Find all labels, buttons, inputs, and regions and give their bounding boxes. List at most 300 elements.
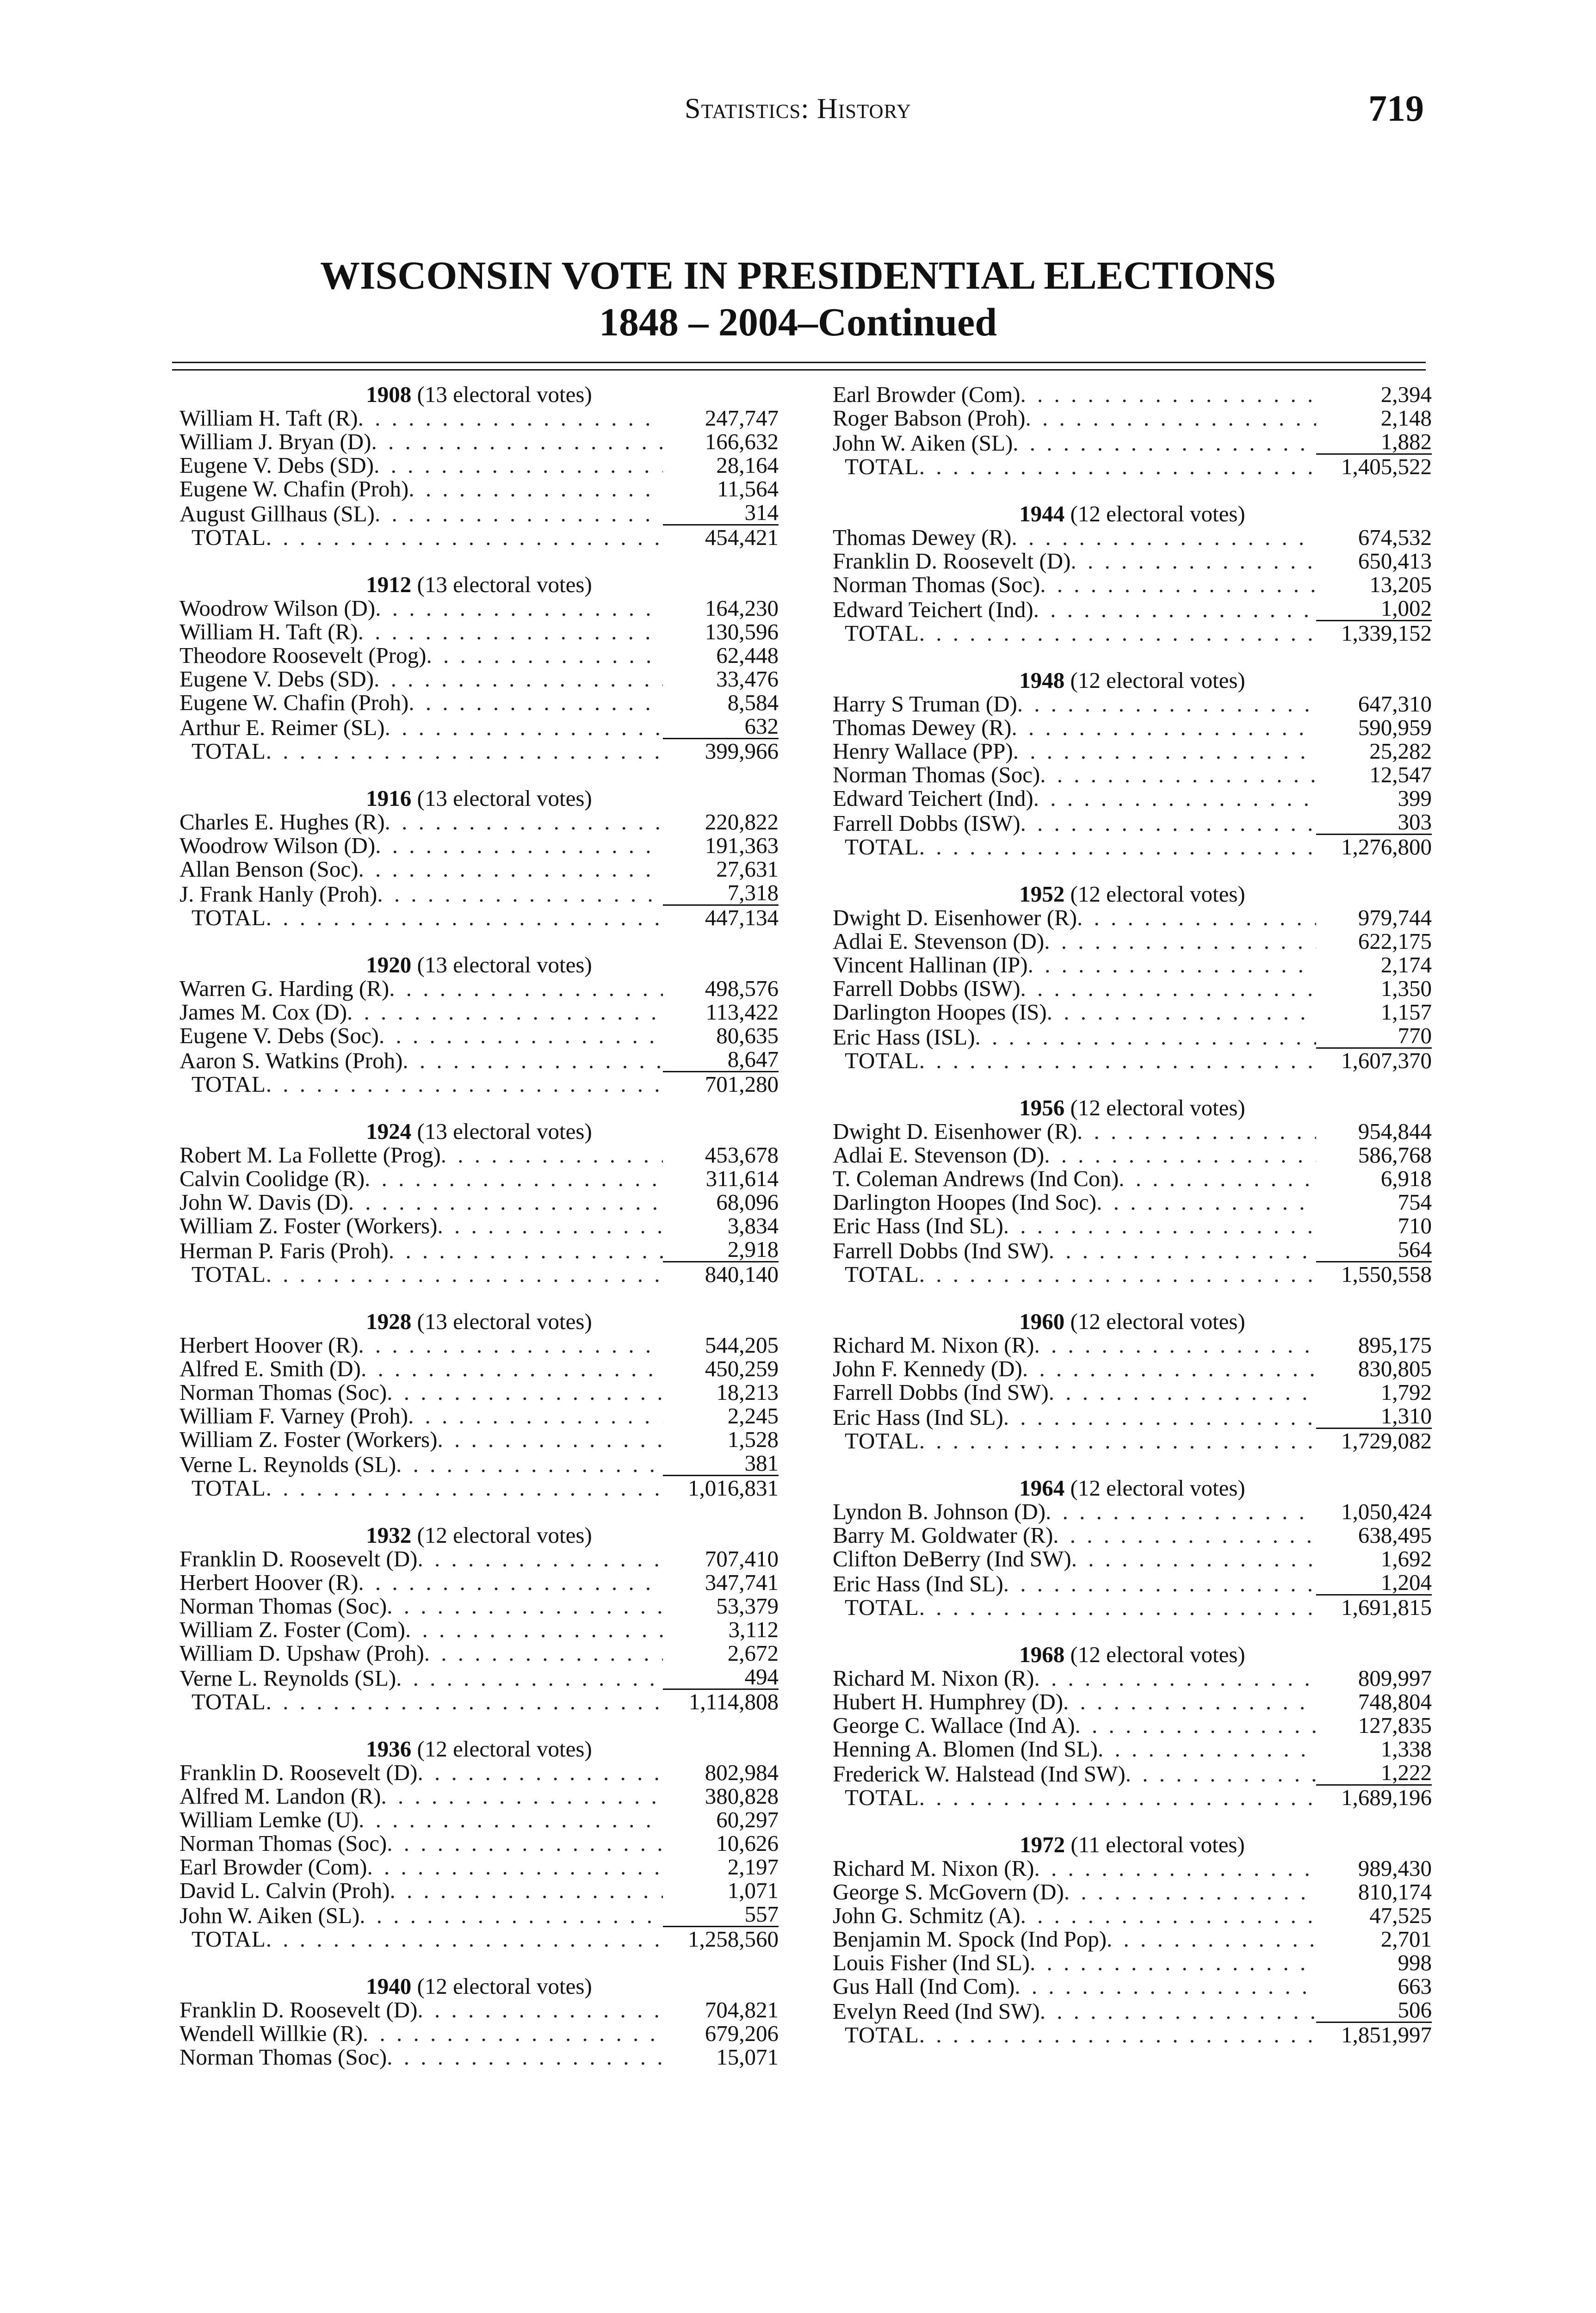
leader-dots <box>375 502 663 526</box>
candidate-name: Lyndon B. Johnson (D) <box>833 1499 1046 1524</box>
leader-dots <box>385 810 663 834</box>
leader-dots <box>377 882 663 906</box>
candidate-name: Eric Hass (Ind SL) <box>833 1571 1003 1596</box>
election-year: 1968 <box>1019 1642 1065 1667</box>
leader-dots <box>1044 929 1316 953</box>
candidate-name: George C. Wallace (Ind A) <box>833 1713 1075 1738</box>
candidate-votes: 564 <box>1316 1237 1432 1262</box>
leader-dots <box>919 2023 1316 2047</box>
leader-dots <box>396 1453 663 1476</box>
candidate-row <box>179 1761 779 1784</box>
candidate-row <box>833 1761 1432 1786</box>
total-votes: 1,339,152 <box>1341 620 1432 646</box>
electoral-votes: (12 electoral votes) <box>1070 501 1245 526</box>
candidate-row <box>179 1641 779 1665</box>
candidate-name: Eric Hass (Ind SL) <box>833 1404 1003 1430</box>
candidate-row <box>833 1571 1432 1596</box>
electoral-votes: (13 electoral votes) <box>417 1309 592 1334</box>
total-label: TOTAL <box>192 905 266 930</box>
candidate-votes: 2,197 <box>727 1854 779 1880</box>
election-block <box>833 1833 1432 2047</box>
candidate-row <box>833 1357 1432 1380</box>
leader-dots <box>348 1190 663 1214</box>
candidate-row <box>833 1143 1432 1167</box>
candidate-row <box>179 1998 779 2022</box>
total-label: TOTAL <box>845 1595 919 1620</box>
candidate-row <box>179 1047 779 1072</box>
candidate-votes: 647,310 <box>1358 691 1432 717</box>
electoral-votes: (12 electoral votes) <box>1070 668 1245 693</box>
candidate-name: Hubert H. Humphrey (D) <box>833 1689 1064 1714</box>
total-votes: 1,729,082 <box>1341 1428 1432 1453</box>
candidate-row <box>833 1380 1432 1404</box>
candidate-votes: 895,175 <box>1358 1332 1432 1358</box>
total-votes: 1,114,808 <box>688 1689 779 1714</box>
candidate-row <box>833 763 1432 786</box>
candidate-row <box>179 1665 779 1690</box>
candidate-votes: 1,050,424 <box>1341 1499 1432 1524</box>
leader-dots <box>1034 1856 1317 1880</box>
total-label: TOTAL <box>192 525 266 550</box>
total-row <box>833 835 1432 859</box>
candidate-votes: 1,528 <box>727 1427 779 1452</box>
candidate-votes: 10,626 <box>716 1831 779 1856</box>
candidate-row <box>179 1902 779 1927</box>
leader-dots <box>374 667 663 691</box>
leader-dots <box>408 1404 663 1428</box>
total-label: TOTAL <box>845 1048 919 1073</box>
candidate-name: Farrell Dobbs (ISW) <box>833 976 1021 1001</box>
candidate-name: Vincent Hallinan (IP) <box>833 952 1028 977</box>
leader-dots <box>919 455 1316 478</box>
candidate-votes: 15,071 <box>716 2044 779 2070</box>
total-votes: 1,016,831 <box>688 1475 779 1501</box>
candidate-name: George S. McGovern (D) <box>833 1879 1064 1905</box>
candidate-row <box>833 1404 1432 1429</box>
candidate-row <box>833 1737 1432 1761</box>
election-block <box>833 882 1432 1072</box>
candidate-name: Verne L. Reynolds (SL) <box>179 1452 396 1477</box>
total-label: TOTAL <box>845 1785 919 1810</box>
candidate-name: Robert M. La Follette (Prog) <box>179 1142 441 1168</box>
total-votes: 1,405,522 <box>1341 454 1432 479</box>
leader-dots <box>919 835 1316 859</box>
candidate-votes: 13,205 <box>1369 572 1432 597</box>
candidate-name: Norman Thomas (Soc) <box>179 1379 387 1405</box>
candidate-row <box>179 596 779 620</box>
total-label: TOTAL <box>192 738 266 764</box>
leader-dots <box>361 1357 663 1380</box>
leader-dots <box>1011 716 1316 739</box>
candidate-row <box>179 1808 779 1831</box>
leader-dots <box>1045 1500 1316 1523</box>
total-votes: 840,140 <box>705 1262 779 1287</box>
candidate-votes: 113,422 <box>705 999 779 1025</box>
candidate-row <box>833 1880 1432 1904</box>
leader-dots <box>417 1761 663 1784</box>
candidate-votes: 220,822 <box>705 809 779 835</box>
candidate-votes: 2,394 <box>1380 382 1432 407</box>
candidate-votes: 586,768 <box>1358 1142 1432 1168</box>
election-block <box>179 786 779 929</box>
election-year-heading <box>179 1523 779 1547</box>
candidate-row <box>833 1927 1432 1951</box>
leader-dots <box>402 1049 663 1072</box>
leader-dots <box>363 2022 663 2045</box>
leader-dots <box>1013 431 1316 455</box>
candidate-votes: 1,882 <box>1316 430 1432 455</box>
election-year: 1912 <box>366 572 412 597</box>
candidate-name: Earl Browder (Com) <box>179 1854 367 1880</box>
candidate-name: Edward Teichert (Ind) <box>833 785 1033 811</box>
leader-dots <box>1070 549 1316 573</box>
leader-dots <box>1025 406 1316 430</box>
candidate-votes: 632 <box>663 714 779 739</box>
candidate-votes: 25,282 <box>1369 738 1432 764</box>
candidate-name: Louis Fisher (Ind SL) <box>833 1950 1030 1975</box>
candidate-row <box>179 430 779 453</box>
candidate-name: Eugene W. Chafin (Proh) <box>179 690 409 715</box>
electoral-votes: (13 electoral votes) <box>417 572 592 597</box>
total-row <box>179 1927 779 1951</box>
candidate-name: William Lemke (U) <box>179 1807 359 1832</box>
leader-dots <box>1013 739 1316 763</box>
election-year: 1952 <box>1019 881 1065 907</box>
leader-dots <box>387 1380 663 1404</box>
title-rule <box>172 362 1426 363</box>
right-column <box>833 383 1432 2070</box>
candidate-name: T. Coleman Andrews (Ind Con) <box>833 1166 1119 1191</box>
candidate-name: William D. Upshaw (Proh) <box>179 1640 424 1666</box>
election-year-heading <box>833 882 1432 906</box>
candidate-row <box>833 1500 1432 1523</box>
leader-dots <box>975 1025 1316 1049</box>
candidate-name: Norman Thomas (Soc) <box>833 572 1040 597</box>
candidate-name: Thomas Dewey (R) <box>833 715 1012 740</box>
election-year-heading <box>833 1310 1432 1333</box>
candidate-votes: 1,204 <box>1316 1571 1432 1596</box>
candidate-name: Clifton DeBerry (Ind SW) <box>833 1546 1071 1571</box>
candidate-name: Franklin D. Roosevelt (D) <box>833 548 1071 574</box>
leader-dots <box>358 406 663 430</box>
candidate-name: Warren G. Harding (R) <box>179 976 390 1001</box>
candidate-row <box>179 1000 779 1024</box>
leader-dots <box>408 691 663 714</box>
candidate-row <box>179 1357 779 1380</box>
candidate-votes: 2,174 <box>1380 952 1432 977</box>
candidate-votes: 622,175 <box>1358 928 1432 954</box>
candidate-votes: 830,805 <box>1358 1356 1432 1381</box>
candidate-name: William H. Taft (R) <box>179 405 358 431</box>
leader-dots <box>375 834 663 857</box>
candidate-row <box>833 1713 1432 1737</box>
candidate-votes: 954,844 <box>1358 1119 1432 1144</box>
leader-dots <box>441 1143 663 1167</box>
total-row <box>179 1072 779 1096</box>
election-block <box>179 1974 779 2069</box>
leader-dots <box>1017 692 1316 716</box>
leader-dots <box>417 1547 663 1571</box>
candidate-name: Richard M. Nixon (R) <box>833 1332 1034 1358</box>
total-label: TOTAL <box>192 1689 266 1714</box>
candidate-name: Darlington Hoopes (Ind Soc) <box>833 1189 1097 1215</box>
leader-dots <box>374 453 663 477</box>
leader-dots <box>1044 1143 1316 1167</box>
candidate-votes: 1,002 <box>1316 596 1432 621</box>
candidate-name: Verne L. Reynolds (SL) <box>179 1665 396 1691</box>
leader-dots <box>919 1049 1316 1072</box>
total-row <box>179 1690 779 1713</box>
leader-dots <box>266 1927 663 1951</box>
leader-dots <box>1047 1000 1316 1024</box>
electoral-votes: (12 electoral votes) <box>1070 881 1245 907</box>
candidate-name: Evelyn Reed (Ind SW) <box>833 1998 1040 2024</box>
leader-dots <box>1063 1690 1316 1713</box>
candidate-votes: 506 <box>1316 1998 1432 2023</box>
title-line-2: 1848 – 2004–Continued <box>599 300 997 345</box>
candidate-votes: 380,828 <box>705 1783 779 1809</box>
candidate-name: Eric Hass (ISL) <box>833 1024 975 1050</box>
candidate-votes: 47,525 <box>1369 1903 1432 1928</box>
total-votes: 399,966 <box>705 738 779 764</box>
candidate-row <box>833 953 1432 977</box>
title-line-1: WISCONSIN VOTE IN PRESIDENTIAL ELECTIONS <box>320 253 1276 297</box>
total-row <box>833 621 1432 645</box>
total-votes: 447,134 <box>705 905 779 930</box>
election-block <box>179 953 779 1096</box>
candidate-row <box>833 430 1432 455</box>
candidate-row <box>179 1428 779 1451</box>
leader-dots <box>437 1214 663 1237</box>
leader-dots <box>1064 1880 1316 1904</box>
candidate-row <box>179 1404 779 1428</box>
leader-dots <box>390 1879 663 1902</box>
election-block <box>179 1523 779 1713</box>
leader-dots <box>1021 383 1317 406</box>
candidate-votes: 127,835 <box>1358 1713 1432 1738</box>
candidate-row <box>833 1951 1432 1974</box>
candidate-votes: 1,338 <box>1380 1736 1432 1762</box>
candidate-votes: 62,448 <box>716 643 779 668</box>
candidate-votes: 544,205 <box>705 1332 779 1358</box>
election-year-heading <box>179 1737 779 1761</box>
leader-dots <box>1049 1239 1316 1262</box>
candidate-name: John F. Kennedy (D) <box>833 1356 1022 1381</box>
candidate-name: Dwight D. Eisenhower (R) <box>833 1119 1077 1144</box>
candidate-name: Farrell Dobbs (ISW) <box>833 810 1021 836</box>
total-row <box>179 739 779 763</box>
leader-dots <box>266 1690 663 1713</box>
electoral-votes: (12 electoral votes) <box>1070 1309 1245 1334</box>
leader-dots <box>1021 811 1316 835</box>
leader-dots <box>266 1262 663 1286</box>
candidate-row <box>179 1024 779 1047</box>
candidate-votes: 650,413 <box>1358 548 1432 574</box>
leader-dots <box>387 1831 663 1855</box>
leader-dots <box>1034 1333 1317 1357</box>
leader-dots <box>347 1000 663 1024</box>
election-year: 1964 <box>1019 1475 1065 1501</box>
candidate-row <box>179 1618 779 1641</box>
election-year-heading <box>179 573 779 596</box>
election-year: 1940 <box>366 1973 412 1999</box>
total-votes: 1,851,997 <box>1341 2022 1432 2047</box>
electoral-votes: (12 electoral votes) <box>417 1522 592 1548</box>
candidate-name: Wendell Willkie (R) <box>179 2021 363 2046</box>
candidate-row <box>833 692 1432 716</box>
candidate-row <box>179 1594 779 1618</box>
electoral-votes: (12 electoral votes) <box>1070 1475 1245 1501</box>
candidate-row <box>833 573 1432 596</box>
candidate-row <box>179 1167 779 1190</box>
total-label: TOTAL <box>192 1475 266 1501</box>
election-block <box>833 502 1432 645</box>
total-votes: 701,280 <box>705 1071 779 1097</box>
candidate-name: Woodrow Wilson (D) <box>179 833 376 858</box>
candidate-row <box>179 643 779 667</box>
candidate-name: Herbert Hoover (R) <box>179 1332 359 1358</box>
total-row <box>833 1429 1432 1453</box>
election-year: 1936 <box>366 1736 412 1762</box>
leader-dots <box>385 716 663 739</box>
candidate-row <box>833 406 1432 430</box>
candidate-name: William Z. Foster (Workers) <box>179 1213 438 1238</box>
candidate-name: Franklin D. Roosevelt (D) <box>179 1997 418 2022</box>
election-year: 1944 <box>1019 501 1065 526</box>
leader-dots <box>1011 526 1316 549</box>
candidate-name: Eugene V. Debs (Soc) <box>179 1023 379 1048</box>
candidate-votes: 7,318 <box>663 881 779 906</box>
candidate-votes: 166,632 <box>705 429 779 454</box>
candidate-name: Eugene V. Debs (SD) <box>179 452 374 478</box>
candidate-row <box>833 929 1432 953</box>
electoral-votes: (12 electoral votes) <box>417 1973 592 1999</box>
candidate-row <box>179 857 779 881</box>
leader-dots <box>426 643 663 667</box>
leader-dots <box>358 1571 663 1594</box>
candidate-votes: 1,157 <box>1380 999 1432 1025</box>
candidate-name: William J. Bryan (D) <box>179 429 371 454</box>
candidate-votes: 53,379 <box>716 1593 779 1619</box>
total-row <box>833 2023 1432 2047</box>
electoral-votes: (12 electoral votes) <box>417 1736 592 1762</box>
candidate-name: Norman Thomas (Soc) <box>179 1593 387 1619</box>
candidate-votes: 679,206 <box>705 2021 779 2046</box>
candidate-name: Roger Babson (Proh) <box>833 405 1026 431</box>
candidate-votes: 810,174 <box>1358 1879 1432 1905</box>
leader-dots <box>359 1808 663 1831</box>
candidate-name: John W. Aiken (SL) <box>179 1903 360 1928</box>
election-year-heading <box>833 1476 1432 1500</box>
candidate-row <box>833 1167 1432 1190</box>
candidate-name: J. Frank Hanly (Proh) <box>179 881 377 907</box>
leader-dots <box>1126 1762 1316 1786</box>
leader-dots <box>919 1429 1316 1453</box>
candidate-name: William Z. Foster (Workers) <box>179 1427 438 1452</box>
total-label: TOTAL <box>845 620 919 646</box>
leader-dots <box>1040 1999 1316 2023</box>
candidate-row <box>833 1998 1432 2023</box>
election-year: 1908 <box>366 382 412 407</box>
candidate-row <box>179 834 779 857</box>
candidate-row <box>833 1974 1432 1998</box>
candidate-name: Adlai E. Stevenson (D) <box>833 1142 1045 1168</box>
candidate-name: Farrell Dobbs (Ind SW) <box>833 1238 1049 1263</box>
candidate-name: William F. Varney (Proh) <box>179 1403 408 1429</box>
left-column <box>179 383 779 2069</box>
candidate-name: Eric Hass (Ind SL) <box>833 1213 1003 1238</box>
leader-dots <box>417 1998 663 2022</box>
election-year-heading <box>179 1310 779 1333</box>
candidate-votes: 8,584 <box>727 690 779 715</box>
leader-dots <box>919 1786 1316 1809</box>
candidate-votes: 80,635 <box>716 1023 779 1048</box>
election-year-heading <box>179 1119 779 1143</box>
candidate-name: Dwight D. Eisenhower (R) <box>833 905 1077 930</box>
election-year-heading <box>833 1096 1432 1119</box>
electoral-votes: (11 electoral votes) <box>1070 1832 1245 1857</box>
candidate-row <box>833 1119 1432 1143</box>
candidate-name: Adlai E. Stevenson (D) <box>833 928 1045 954</box>
candidate-votes: 2,701 <box>1380 1926 1432 1952</box>
electoral-votes: (13 electoral votes) <box>417 952 592 977</box>
candidate-name: Frederick W. Halstead (Ind SW) <box>833 1761 1126 1787</box>
total-votes: 1,550,558 <box>1341 1262 1432 1287</box>
candidate-row <box>833 906 1432 929</box>
candidate-votes: 674,532 <box>1358 525 1432 550</box>
leader-dots <box>1003 1405 1316 1429</box>
candidate-row <box>833 1000 1432 1024</box>
candidate-row <box>179 2022 779 2045</box>
candidate-votes: 989,430 <box>1358 1855 1432 1881</box>
leader-dots <box>381 1784 663 1808</box>
candidate-votes: 1,350 <box>1380 976 1432 1001</box>
election-block <box>833 1096 1432 1286</box>
candidate-row <box>179 501 779 526</box>
leader-dots <box>1107 1927 1316 1951</box>
candidate-row <box>179 1237 779 1262</box>
election-year-heading <box>833 668 1432 692</box>
total-label: TOTAL <box>845 1262 919 1287</box>
candidate-row <box>833 1547 1432 1571</box>
leader-dots <box>405 1618 663 1641</box>
candidate-row <box>179 1831 779 1855</box>
candidate-votes: 1,071 <box>727 1878 779 1903</box>
election-year: 1916 <box>366 785 412 811</box>
candidate-votes: 33,476 <box>716 666 779 692</box>
total-label: TOTAL <box>845 1428 919 1453</box>
leader-dots <box>424 1641 663 1665</box>
leader-dots <box>1098 1737 1316 1761</box>
leader-dots <box>365 1167 663 1190</box>
candidate-row <box>833 786 1432 810</box>
total-row <box>179 526 779 549</box>
leader-dots <box>919 1596 1316 1619</box>
candidate-name: Farrell Dobbs (Ind SW) <box>833 1379 1049 1405</box>
candidate-votes: 802,984 <box>705 1760 779 1785</box>
candidate-name: Richard M. Nixon (R) <box>833 1665 1034 1691</box>
candidate-votes: 998 <box>1398 1950 1432 1975</box>
candidate-name: John G. Schmitz (A) <box>833 1903 1021 1928</box>
candidate-row <box>833 716 1432 739</box>
candidate-name: Thomas Dewey (R) <box>833 525 1012 550</box>
candidate-votes: 710 <box>1398 1213 1432 1238</box>
leader-dots <box>1040 573 1316 596</box>
candidate-name: Earl Browder (Com) <box>833 382 1021 407</box>
candidate-row <box>833 1190 1432 1214</box>
total-label: TOTAL <box>845 454 919 479</box>
candidate-row <box>179 1451 779 1476</box>
